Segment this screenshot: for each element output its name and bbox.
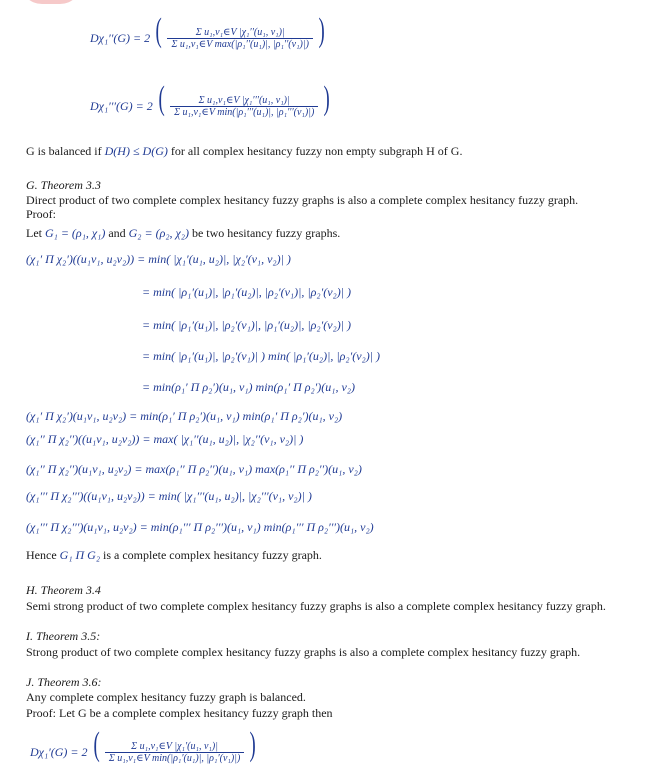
close-paren: ): [323, 80, 331, 117]
denominator: Σ u₁,v₁∈V min(|ρ₁′(u₁)|, |ρ₁′(v₁)|): [108, 752, 241, 764]
text: for all complex hesitancy fuzzy non empty subgraph H of G.: [170, 144, 463, 158]
theorem-3-4-statement: Semi strong product of two complete complex hesitancy fuzzy graphs is also a complete complex hesitancy fuzzy graph.: [26, 599, 606, 613]
close-paren: ): [249, 726, 257, 763]
theorem-3-3-heading: G. Theorem 3.3: [26, 178, 101, 192]
denominator: Σ u₁,v₁∈V max(|ρ₁′′(u₁)|, |ρ₁′′(v₁)|): [171, 38, 309, 50]
formula-d-double-prime: [90, 14, 327, 50]
text: G is balanced if: [26, 144, 102, 158]
inline-math: G₁ Π G₂: [59, 548, 100, 562]
proof-line-2: = min( |ρ₁′(u₁)|, |ρ₁′(u₂)|, |ρ₂′(v₁)|, |ρ₂′(v₂)| ): [142, 285, 352, 299]
proof-line-5: = min(ρ₁′ Π ρ₂′)(u₁, v₁) min(ρ₁′ Π ρ₂′)(u₁, v₂): [142, 380, 355, 394]
proof-line-3: = min( |ρ₁′(u₁)|, |ρ₂′(v₁)|, |ρ₁′(u₂)|, |ρ₂′(v₂)| ): [142, 318, 352, 332]
proof-line-1: (χ₁′ Π χ₂′)((u₁v₁, u₂v₂)) = min( |χ₁′(u₁, u₂)|, |χ₂′(v₁, v₂)| ): [26, 252, 291, 266]
formula-d-triple-prime: [90, 82, 333, 118]
fraction: [105, 741, 244, 764]
numerator: Σ u₁,v₁∈V |χ₁′′′(u₁, v₁)|: [170, 95, 318, 107]
proof-line-7: (χ₁′′ Π χ₂′′)((u₁v₁, u₂v₂)) = max( |χ₁′′(u₁, u₂)|, |χ₂′′(v₁, v₂)| ): [26, 432, 304, 446]
formula-final: [30, 728, 259, 764]
journal-logo: [20, 0, 82, 4]
inline-math: G₂ = (ρ₂, χ₂): [128, 226, 189, 240]
close-paren: ): [318, 12, 325, 49]
proof-line-4: = min( |ρ₁′(u₁)|, |ρ₂′(v₁)| ) min( |ρ₁′(u₂)|, |ρ₂′(v₂)| ): [142, 349, 381, 363]
proof-line-6: (χ₁′ Π χ₂′)(u₁v₁, u₂v₂) = min(ρ₁′ Π ρ₂′)(u₁, v₁) min(ρ₁′ Π ρ₂′)(u₁, v₂): [26, 409, 343, 423]
theorem-3-4-heading: H. Theorem 3.4: [26, 583, 101, 597]
text: Let: [26, 226, 42, 240]
fraction: [170, 95, 318, 118]
fraction: [167, 27, 313, 50]
theorem-3-6-heading: J. Theorem 3.6:: [26, 675, 102, 689]
theorem-3-6-statement: Any complete complex hesitancy fuzzy graph is balanced.: [26, 690, 306, 704]
balanced-definition: [26, 144, 462, 159]
numerator: Σ u₁,v₁∈V |χ₁′(u₁, v₁)|: [105, 741, 244, 753]
text: and: [108, 226, 126, 240]
let-statement: [26, 226, 340, 241]
numerator: Σ u₁,v₁∈V |χ₁′′(u₁, v₁)|: [167, 27, 313, 39]
theorem-3-6-proof: Proof: Let G be a complete complex hesitancy fuzzy graph then: [26, 706, 333, 720]
proof-line-8: (χ₁′′ Π χ₂′′)(u₁v₁, u₂v₂) = max(ρ₁′′ Π ρ₂′′)(u₁, v₁) max(ρ₁′′ Π ρ₂′′)(u₁, v₂): [26, 462, 362, 476]
proof-line-9: (χ₁′′′ Π χ₂′′′)((u₁v₁, u₂v₂)) = min( |χ₁′′′(u₁, u₂)|, |χ₂′′′(v₁, v₂)| ): [26, 489, 312, 503]
inline-math: G₁ = (ρ₁, χ₁): [45, 226, 106, 240]
hence-statement: [26, 548, 322, 563]
open-paren: (: [155, 12, 162, 49]
formula-lhs: Dχ₁′′′(G) = 2: [90, 98, 153, 113]
theorem-3-5-statement: Strong product of two complete complex hesitancy fuzzy graphs is also a complete complex hesitancy fuzzy graph.: [26, 645, 581, 659]
formula-lhs: Dχ₁′(G) = 2: [30, 744, 88, 759]
open-paren: (: [93, 726, 100, 763]
proof-label: Proof:: [26, 207, 56, 221]
denominator: Σ u₁,v₁∈V min(|ρ₁′′′(u₁)|, |ρ₁′′′(v₁)|): [174, 106, 315, 118]
theorem-3-5-heading: I. Theorem 3.5:: [26, 629, 101, 643]
proof-line-10: (χ₁′′′ Π χ₂′′′)(u₁v₁, u₂v₂) = min(ρ₁′′′ Π ρ₂′′′)(u₁, v₁) min(ρ₁′′′ Π ρ₂′′′)(u₁, v₂): [26, 520, 374, 534]
theorem-3-3-statement: Direct product of two complete complex hesitancy fuzzy graphs is also a complete complex hesitancy fuzzy graph.: [26, 193, 579, 207]
text: is a complete complex hesitancy fuzzy graph.: [103, 548, 322, 562]
open-paren: (: [158, 80, 165, 117]
inline-math: D(H) ≤ D(G): [104, 144, 168, 158]
text: Hence: [26, 548, 57, 562]
text: be two hesitancy fuzzy graphs.: [191, 226, 341, 240]
formula-lhs: Dχ₁′′(G) = 2: [90, 30, 151, 45]
